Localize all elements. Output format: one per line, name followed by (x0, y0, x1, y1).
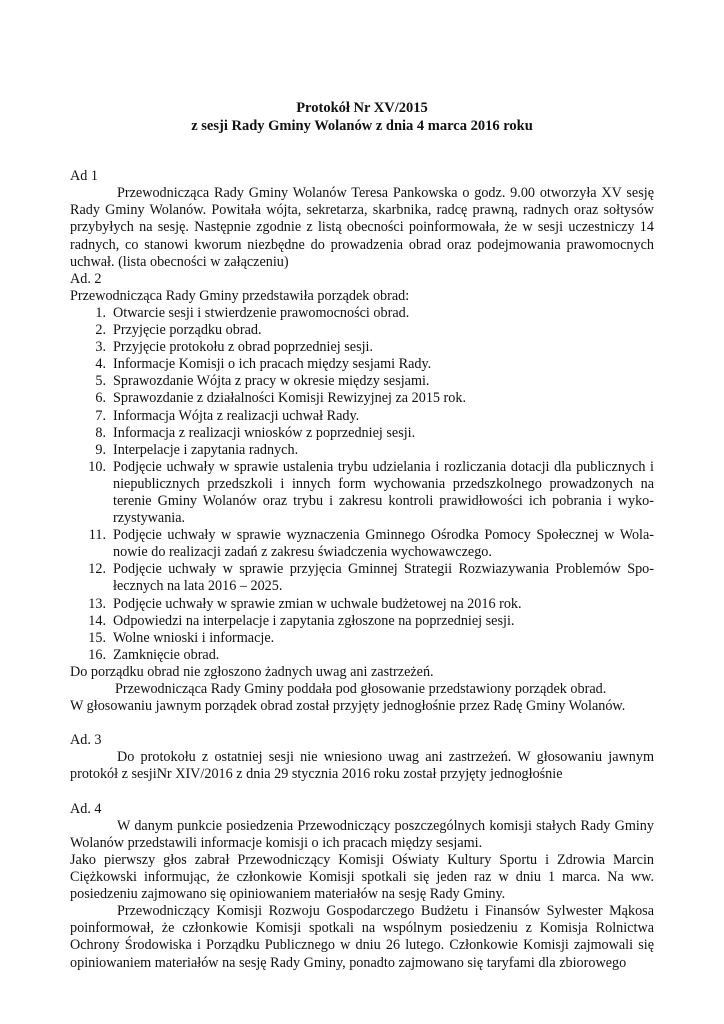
ad4-paragraph-3: Przewodniczący Komisji Rozwoju Gospodarczego Budżetu i Finansów Sylwester Mąkosa poinformował, że członkowie Komisji spotkali na wspólnym posiedzeniu z Komisja Rolnictwa Ochrony Środowiska i Porządku Publicznego w dniu 26 lutego. Członkowie Komisji zajmowali się opiniowaniem materiałów na sesję Rady Gminy, ponadto zajmowano się taryfami dla zbiorowego (70, 903, 654, 971)
agenda-item-text: Podjęcie uchwały w sprawie ustalenia trybu udzielania i rozliczania dotacji dla publicznych i niepublicznych przedszkoli i innych form wychowania przedszkolnego prowadzonych na terenie Gminy Wolanów oraz trybu i zakresu kontroli prawidłowości ich pobrania i wyko-rzystywania. (113, 458, 654, 527)
agenda-item-text: Interpelacje i zapytania radnych. (113, 441, 299, 458)
ad2-vote-result: W głosowaniu jawnym porządek obrad został przyjęty jednogłośnie przez Radę Gminy Wolanów. (70, 698, 626, 715)
title-line-1: Protokół Nr XV/2015 (296, 100, 428, 116)
ad3-label: Ad. 3 (70, 732, 102, 749)
ad2-intro: Przewodnicząca Rady Gminy przedstawiła porządek obrad: (70, 287, 410, 304)
agenda-item-number: 3. (95, 339, 106, 356)
agenda-item-number: 1. (95, 304, 106, 321)
agenda-item (70, 408, 654, 425)
ad1-paragraph: Przewodnicząca Rady Gminy Wolanów Teresa Pankowska o godz. 9.00 otworzyła XV sesję Rady Gminy Wolanów. Powitała wójta, sekretarza, skarbnika, radcę prawną, radnych oraz sołtysów przybyłych na sesję. Następnie zgodnie z listą obecności poinformowała, że w sesji uczestniczy 14 radnych, co stanowi kworum niezbędne do prowadzenia obrad oraz podejmowania prawomocnych uchwał. (lista obecności w załączeniu) (70, 185, 654, 270)
ad2-label: Ad. 2 (70, 270, 102, 287)
ad3-paragraph: Do protokołu z ostatniej sesji nie wniesiono uwag ani zastrzeżeń. W głosowaniu jawnym protokół z sesjiNr XIV/2016 z dnia 29 stycznia 2016 roku został przyjęty jednogłośnie (70, 749, 654, 783)
agenda-item-text: Podjęcie uchwały w sprawie zmian w uchwale budżetowej na 2016 rok. (113, 595, 522, 612)
agenda-item (70, 322, 654, 339)
agenda-item (70, 356, 654, 373)
agenda-item-number: 13. (88, 595, 106, 612)
agenda-item-text: Przyjęcie protokołu z obrad poprzedniej sesji. (113, 339, 374, 356)
agenda-item-number: 16. (88, 646, 106, 663)
agenda-item-number: 6. (95, 390, 106, 407)
agenda-item (70, 459, 654, 527)
agenda-item (70, 647, 654, 664)
agenda-item (70, 596, 654, 613)
agenda-item-text: Informacje Komisji o ich pracach między sesjami Rady. (113, 356, 432, 373)
agenda-item (70, 630, 654, 647)
agenda-item-text: Sprawozdanie Wójta z pracy w okresie między sesjami. (113, 373, 430, 390)
agenda-item-number: 4. (95, 356, 106, 373)
ad1-label: Ad 1 (70, 168, 98, 185)
agenda-item (70, 527, 654, 561)
agenda-item (70, 561, 654, 595)
agenda-item-number: 15. (88, 629, 106, 646)
agenda-item-text: Wolne wnioski i informacje. (113, 629, 275, 646)
agenda-item (70, 442, 654, 459)
agenda-item-number: 14. (88, 612, 106, 629)
title-line-2: z sesji Rady Gminy Wolanów z dnia 4 marca 2016 roku (191, 117, 533, 134)
ad4-paragraph-1: W danym punkcie posiedzenia Przewodniczący poszczególnych komisji stałych Rady Gminy Wolanów przedstawili informacje komisji o ich pracach między sesjami. (70, 817, 654, 851)
agenda-item (70, 339, 654, 356)
agenda-item-text: Sprawozdanie z działalności Komisji Rewizyjnej za 2015 rok. (113, 390, 467, 407)
ad2-vote-put: Przewodnicząca Rady Gminy poddała pod głosowanie przedstawiony porządek obrad. (115, 681, 607, 697)
agenda-list (70, 305, 654, 664)
ad4-paragraph-2: Jako pierwszy głos zabrał Przewodniczący Komisji Oświaty Kultury Sportu i Zdrowia Marcin Ciężkowski informując, że członkowie Komisji spotkali się jeden raz w dniu 1 marca. Na ww. posiedzeniu zajmowano się opiniowaniem materiałów na sesję Rady Gminy. (70, 851, 654, 903)
agenda-item-text: Podjęcie uchwały w sprawie wyznaczenia Gminnego Ośrodka Pomocy Społecznej w Wola-nowie do realizacji zadań z zakresu świadczenia wychowawczego. (113, 527, 654, 561)
agenda-item-number: 12. (88, 561, 106, 578)
agenda-item-number: 11. (88, 527, 106, 544)
agenda-item (70, 373, 654, 390)
agenda-item-text: Podjęcie uchwały w sprawie przyjęcia Gminnej Strategii Rozwiazywania Problemów Spo-łecznych na lata 2016 – 2025. (113, 561, 654, 595)
agenda-item-number: 2. (95, 322, 106, 339)
agenda-item (70, 425, 654, 442)
agenda-item-number: 8. (95, 424, 106, 441)
ad4-label: Ad. 4 (70, 800, 102, 817)
ad2-no-remarks: Do porządku obrad nie zgłoszono żadnych uwag ani zastrzeżeń. (70, 663, 434, 680)
agenda-item-text: Informacja Wójta z realizacji uchwał Rady. (113, 407, 360, 424)
agenda-item-text: Przyjęcie porządku obrad. (113, 322, 262, 339)
agenda-item-text: Odpowiedzi na interpelacje i zapytania zgłoszone na poprzedniej sesji. (113, 612, 515, 629)
agenda-item (70, 390, 654, 407)
document-content (70, 100, 654, 972)
agenda-item (70, 613, 654, 630)
document-title (70, 100, 654, 135)
agenda-item-text: Otwarcie sesji i stwierdzenie prawomocności obrad. (113, 304, 410, 321)
agenda-item-number: 9. (95, 441, 106, 458)
agenda-item (70, 305, 654, 322)
agenda-item-number: 7. (95, 407, 106, 424)
agenda-item-number: 5. (95, 373, 106, 390)
agenda-item-text: Informacja z realizacji wniosków z poprzedniej sesji. (113, 424, 416, 441)
agenda-item-text: Zamknięcie obrad. (113, 646, 220, 663)
agenda-item-number: 10. (88, 458, 106, 475)
